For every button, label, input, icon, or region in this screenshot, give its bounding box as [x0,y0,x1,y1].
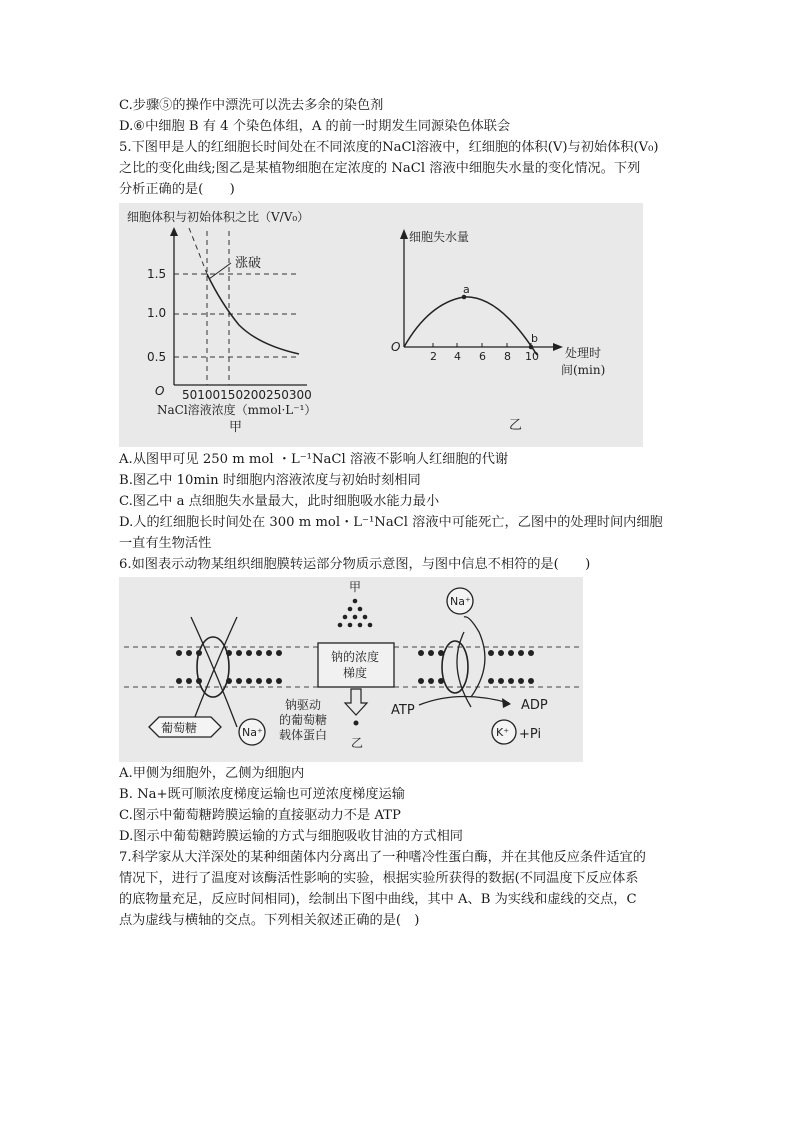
yi-xtick-2: 2 [430,350,437,363]
yi-origin: O [391,340,401,354]
carrier-label-1: 钠驱动 [285,698,322,712]
q5-option-d-1: D.人的红细胞长时间处在 300 m mol・L⁻¹NaCl 溶液中可能死亡，乙图中的处理时间内细胞 [119,515,663,530]
q6-option-c: C.图示中葡萄糖跨膜运输的直接驱动力不是 ATP [119,808,401,823]
jia-xlabel: NaCl溶液浓度（mmol·L⁻¹） [157,403,317,417]
yi-xtick-8: 8 [504,350,511,363]
yi-point-a: a [463,283,470,296]
q5-option-a: A.从图甲可见 250 m mol ・L⁻¹NaCl 溶液不影响人红细胞的代谢 [119,452,509,467]
question-5-line-2: 之比的变化曲线;图乙是某植物细胞在定浓度的 NaCl 溶液中细胞失水量的变化情况。下列 [119,161,641,176]
option-c-line: C.步骤⑤的操作中漂洗可以洗去多余的染色剂 [119,98,384,113]
question-5-line-3: 分析正确的是( ) [119,182,235,197]
jia-ytick-0-5: 0.5 [147,350,167,364]
carrier-label-2: 的葡萄糖 [279,713,328,727]
glucose-label: 葡萄糖 [161,721,198,735]
jia-ytick-1-0: 1.0 [147,306,167,320]
question-7-line-3: 的底物量充足，反应时间相同)，绘制出下图中曲线，其中 A、B 为实线和虚线的交点，C [119,892,637,907]
yi-xtick-10: 10 [525,350,539,363]
q5-option-c: C.图乙中 a 点细胞失水量最大，此时细胞吸水能力最小 [119,494,440,509]
yi-xtick-4: 4 [454,350,461,363]
figure-5 [119,203,643,447]
q5-option-d-2: 一直有生物活性 [119,536,212,551]
yi-xlabel-2: 间(min) [561,363,606,377]
pi-label: +Pi [519,727,542,742]
jia-title: 细胞体积与初始体积之比（V/V₀） [127,210,310,224]
carrier-label-3: 载体蛋白 [279,728,328,742]
q6-option-a: A.甲侧为细胞外，乙侧为细胞内 [119,766,305,781]
q5-option-b: B.图乙中 10min 时细胞内溶液浓度与初始时刻相同 [119,473,421,488]
question-7-line-1: 7.科学家从大洋深处的某种细菌体内分离出了一种嗜冷性蛋白酶，并在其他反应条件适宜的 [119,850,646,865]
yi-ylabel: 细胞失水量 [409,230,470,244]
yi-point-b: b [531,332,538,345]
yi-caption: 乙 [509,418,523,433]
jia-burst-label: 涨破 [235,256,262,271]
jia-ytick-1-5: 1.5 [147,267,167,281]
atp-label: ATP [391,703,415,718]
yi-xlabel-1: 处理时 [565,346,602,360]
na-ion-label: Na⁺ [242,726,263,739]
jia-caption: 甲 [229,420,243,435]
jia-origin: O [155,384,165,398]
q6-option-b: B. Na+既可顺浓度梯度运输也可逆浓度梯度运输 [119,787,405,802]
side-jia-label: 甲 [349,580,362,594]
gradient-label-1: 钠的浓度 [331,650,380,664]
question-7-line-2: 情况下，进行了温度对该酶活性影响的实验，根据实验所获得的数据(不同温度下反应体系 [119,871,639,886]
figure-6 [119,577,583,762]
na-ion-top-label: Na⁺ [450,595,471,608]
option-d-line: D.⑥中细胞 B 有 4 个染色体组，A 的前一时期发生同源染色体联会 [119,119,511,134]
question-6-line: 6.如图表示动物某组织细胞膜转运部分物质示意图，与图中信息不相符的是( ) [119,557,591,572]
yi-xtick-6: 6 [479,350,486,363]
question-5-line-1: 5.下图甲是人的红细胞长时间处在不同浓度的NaCl溶液中，红细胞的体积(V)与初始体积(V₀) [119,140,659,155]
k-ion-label: K⁺ [496,726,510,739]
adp-label: ADP [521,698,548,713]
jia-xticks: 50100150200250300 [182,388,312,402]
q6-option-d: D.图示中葡萄糖跨膜运输的方式与细胞吸收甘油的方式相同 [119,829,463,844]
question-7-line-4: 点为虚线与横轴的交点。下列相关叙述正确的是( ) [119,913,420,928]
gradient-label-2: 梯度 [343,666,368,680]
side-yi-label: 乙 [351,736,364,750]
